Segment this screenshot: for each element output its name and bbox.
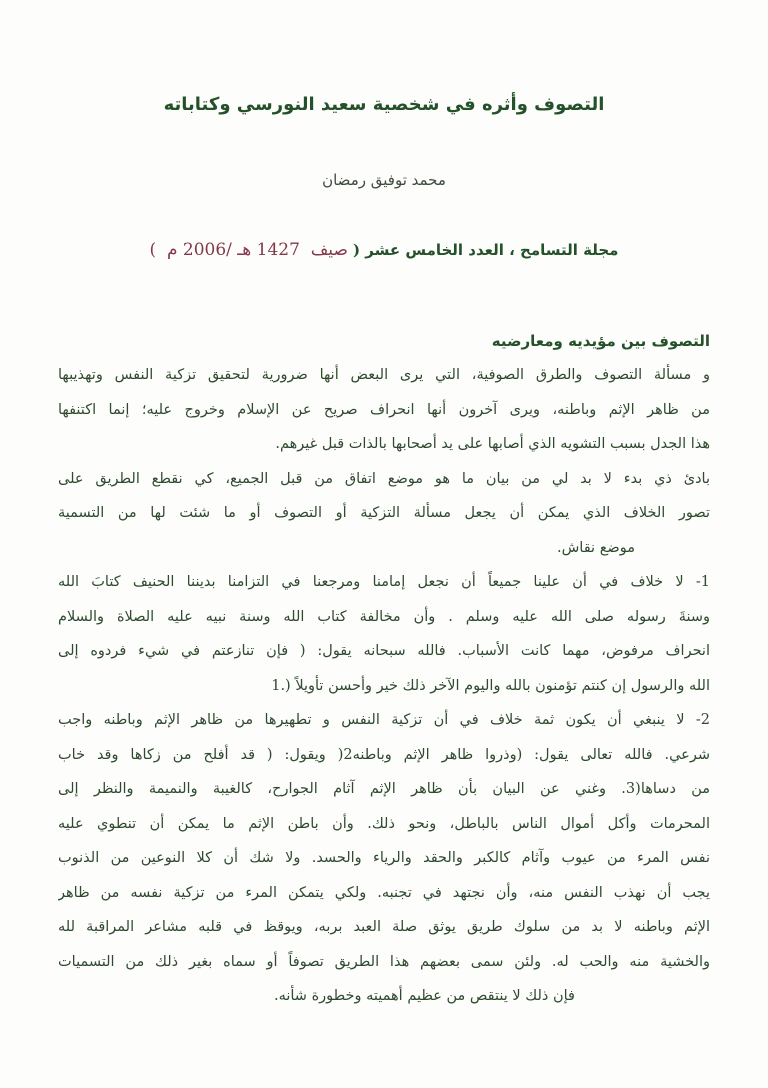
body-line: والخشية منه والحب له. ولئن سمى بعضهم هذا الطريق تصوفاً أو سماه بغير ذلك من التسميات xyxy=(58,953,710,970)
journal-line xyxy=(0,236,768,264)
body-line: نفس المرء من عيوب وآثام كالكبر والحقد والرياء والحسد. ولا شك أن كلا النوعين من الذنوب xyxy=(58,850,710,866)
body-line: و مسألة التصوف والطرق الصوفية، التي يرى البعض أنها ضرورية لتحقيق تزكية النفس وتهذيبها xyxy=(58,367,710,383)
paper-title: التصوف وأثره في شخصية سعيد النورسي وكتاباته xyxy=(163,94,605,115)
section-heading: التصوف بين مؤيديه ومعارضيه xyxy=(491,332,710,350)
author-name: محمد توفيق رمضان xyxy=(322,171,446,189)
body-line: تصور الخلاف الذي يمكن أن يجعل مسألة التزكية أو التصوف أو ما شئت لها من التسمية xyxy=(58,505,710,521)
body-line: وسنةَ رسوله صلى الله عليه وسلم . وأن مخالفة كتاب الله وسنة نبيه عليه الصلاة والسلام xyxy=(58,608,710,625)
body-line: يجب أن نهذب النفس منه، وأن نجتهد في تجنبه. ولكي يتمكن المرء من تزكية نفسه من ظاهر xyxy=(58,884,710,901)
body-line: من دساها(3. وغني عن البيان بأن ظاهر الإثم آثام الجوارح، كالغيبة والنميمة والنظر إلى xyxy=(58,781,710,797)
body-line: المحرمات وأكل أموال الناس بالباطل، ونحو ذلك. وأن باطن الإثم ما يمكن أن تنطوي عليه xyxy=(58,815,710,832)
body-line: انحراف مرفوض، مهما كانت الأسباب. فالله سبحانه يقول: ( فإن تنازعتم في شيء فردوه إلى xyxy=(58,643,710,659)
body-line: بادئ ذي بدء لا بد لي من بيان ما هو موضع اتفاق من قبل الجميع، كي نقطع الطريق على xyxy=(58,470,710,487)
journal-name: مجلة التسامح ، العدد الخامس عشر ( xyxy=(352,241,619,259)
body-line: 1- لا خلاف في أن علينا جميعاً أن نجعل إمامنا ومرجعنا في التزامنا بديننا الحنيف كتابَ الله xyxy=(58,574,710,590)
body-line: شرعي. فالله تعالى يقول: (وذروا ظاهر الإثم وباطنه2( ويقول: ( قد أفلح من زكاها وقد خاب xyxy=(58,746,710,763)
body-line: 2- لا ينبغي أن يكون ثمة خلاف في أن تزكية النفس و تطهيرها من ظاهر الإثم وباطنه واجب xyxy=(58,712,710,728)
body-line: فإن ذلك لا ينتقص من عظيم أهميته وخطورة شأنه. xyxy=(273,988,575,1004)
body-line: الإثم وباطنه لا بد من سلوك طريق يوثق صلة العبد بربه، ويوقظ في قلبه مشاعر المراقبة لله xyxy=(58,919,710,935)
body-line: الله والرسول إن كنتم تؤمنون بالله واليوم الآخر ذلك خير وأحسن تأويلاً (.1 xyxy=(271,677,710,694)
body-line: هذا الجدل بسبب التشويه الذي أصابها على يد أصحابها بالذات قبل غيرهم. xyxy=(275,436,710,452)
journal-issue-date: صيف 1427 هـ /2006 م ) xyxy=(149,240,348,260)
body-line: من ظاهر الإثم وباطنه، ويرى آخرون أنها انحراف صريح عن الإسلام وخروج عليه؛ إنما اكتنفها xyxy=(58,401,710,418)
article-body xyxy=(58,358,710,1014)
body-line: موضع نقاش. xyxy=(557,539,635,556)
